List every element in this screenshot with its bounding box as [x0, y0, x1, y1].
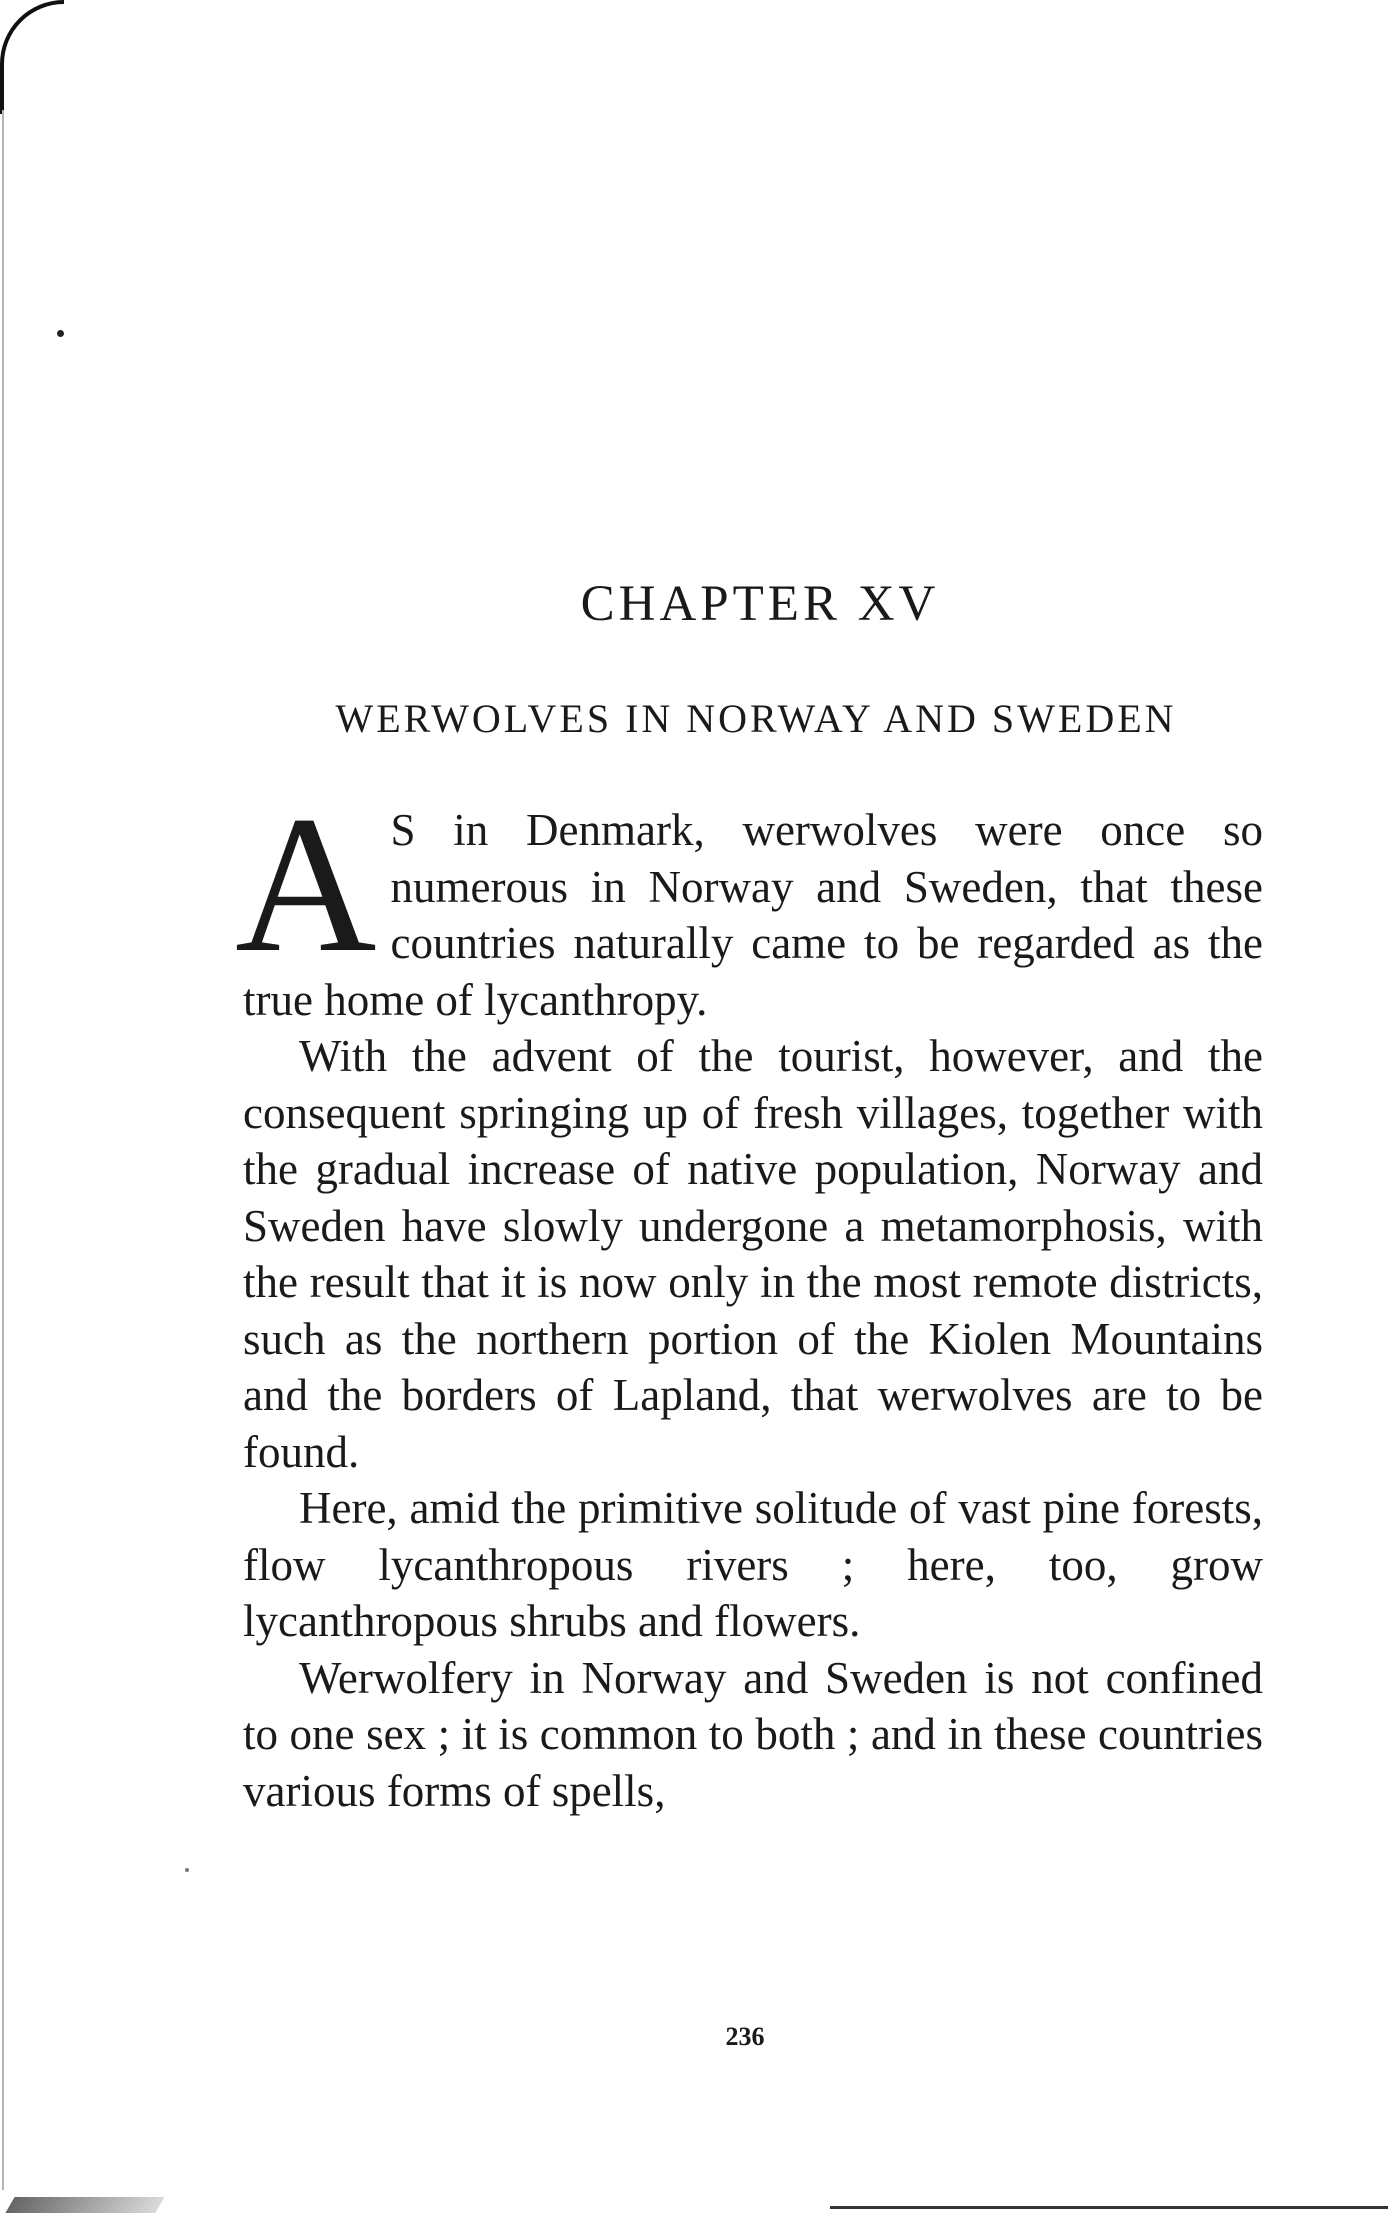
chapter-body: [235, 776, 1263, 1819]
chapter-title: CHAPTER XV: [580, 576, 940, 632]
scan-smudge: [5, 2197, 164, 2213]
paragraph-1: [235, 776, 1263, 1028]
scan-speck: [57, 330, 64, 337]
paragraph-3: Here, amid the primitive solitude of vast pine forests, flow lycanthropous rivers ; here, too, grow lycanthropous shrubs and flowers.: [243, 1483, 1263, 1646]
scan-page-edge: [2, 110, 4, 2190]
scan-bottom-rule: [830, 2206, 1388, 2209]
scan-corner-mark: [0, 0, 64, 114]
drop-cap: A: [235, 776, 377, 993]
page-number: 236: [725, 2022, 765, 2051]
scan-speck: [185, 1868, 189, 1872]
paragraph-4: Werwolfery in Norway and Sweden is not confined to one sex ; it is common to both ; and in these countries various forms of spells,: [243, 1652, 1263, 1816]
paragraph-1-text: S in Denmark, werwolves were once so numerous in Norway and Sweden, that these countries naturally came to be regarded as the true home of lycanthropy.: [243, 805, 1263, 1025]
chapter-subtitle: WERWOLVES IN NORWAY AND SWEDEN: [335, 696, 1177, 741]
paragraph-2: With the advent of the tourist, however, and the consequent springing up of fresh villages, together with the gradual increase of native population, Norway and Sweden have slowly undergone a metamorphosis, with the result that it is now only in the most remote districts, such as the northern portion of the Kiolen Mountains and the borders of Lapland, that werwolves are to be found.: [243, 1031, 1263, 1477]
